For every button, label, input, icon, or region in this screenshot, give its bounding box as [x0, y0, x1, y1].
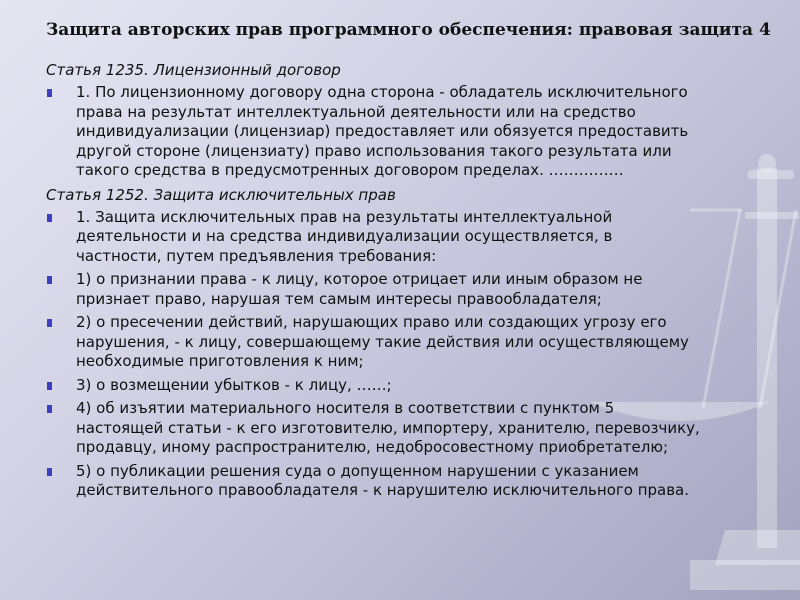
text-line: права на результат интеллектуальной деятельности или на средство	[76, 102, 636, 121]
square-bullet-icon	[47, 214, 52, 222]
text-line: 2) о пресечении действий, нарушающих право или создающих угрозу его	[76, 313, 667, 331]
text-line: 1) о признании права - к лицу, которое отрицает или иным образом не	[76, 270, 643, 288]
list-item	[46, 376, 774, 396]
text-line: 5) о публикации решения суда о допущенном нарушении с указанием	[76, 461, 639, 480]
list-item	[46, 83, 774, 181]
text-line: индивидуализации (лицензиар) предоставляет или обязуется предоставить	[76, 122, 689, 140]
list-item	[46, 270, 774, 309]
square-bullet-icon	[47, 382, 52, 390]
text-line: нарушения, - к лицу, совершающему такие действия или осуществляющему	[76, 332, 689, 351]
text-line: деятельности и на средства индивидуализации осуществляется, в	[76, 227, 613, 245]
list-item	[46, 313, 774, 372]
square-bullet-icon	[47, 468, 52, 476]
text-line: частности, путем предъявления требования:	[76, 246, 437, 265]
list-item	[46, 462, 774, 501]
article-1235-heading: Статья 1235. Лицензионный договор	[46, 61, 341, 79]
text-line: такого средства в предусмотренных договором пределах. ……………	[76, 161, 624, 179]
slide-content	[46, 60, 774, 505]
square-bullet-icon	[47, 405, 52, 413]
text-line: настоящей статьи - к его изготовителю, импортеру, хранителю, перевозчику,	[76, 418, 700, 437]
list-item	[46, 399, 774, 458]
text-line: продавцу, иному распространителю, недобросовестному приобретателю;	[76, 438, 669, 456]
text-line: 1. Защита исключительных прав на результаты интеллектуальной	[76, 207, 613, 226]
text-line: 1. По лицензионному договору одна сторона - обладатель исключительного	[76, 83, 688, 101]
square-bullet-icon	[47, 319, 52, 327]
text-line: действительного правообладателя - к нарушителю исключительного права.	[76, 481, 690, 499]
text-line: признает право, нарушая тем самым интересы правообладателя;	[76, 289, 602, 308]
text-line: 4) об изъятии материального носителя в соответствии с пунктом 5	[76, 399, 615, 417]
list-item	[46, 208, 774, 267]
text-line: другой стороне (лицензиату) право использования такого результата или	[76, 141, 672, 160]
text-line: 3) о возмещении убытков - к лицу, ……;	[76, 375, 392, 394]
square-bullet-icon	[47, 276, 52, 284]
text-line: необходимые приготовления к ним;	[76, 352, 364, 370]
slide-title: Защита авторских прав программного обеспечения: правовая защита 4	[46, 20, 771, 40]
article-1252-heading: Статья 1252. Защита исключительных прав	[46, 185, 396, 204]
square-bullet-icon	[47, 89, 52, 97]
